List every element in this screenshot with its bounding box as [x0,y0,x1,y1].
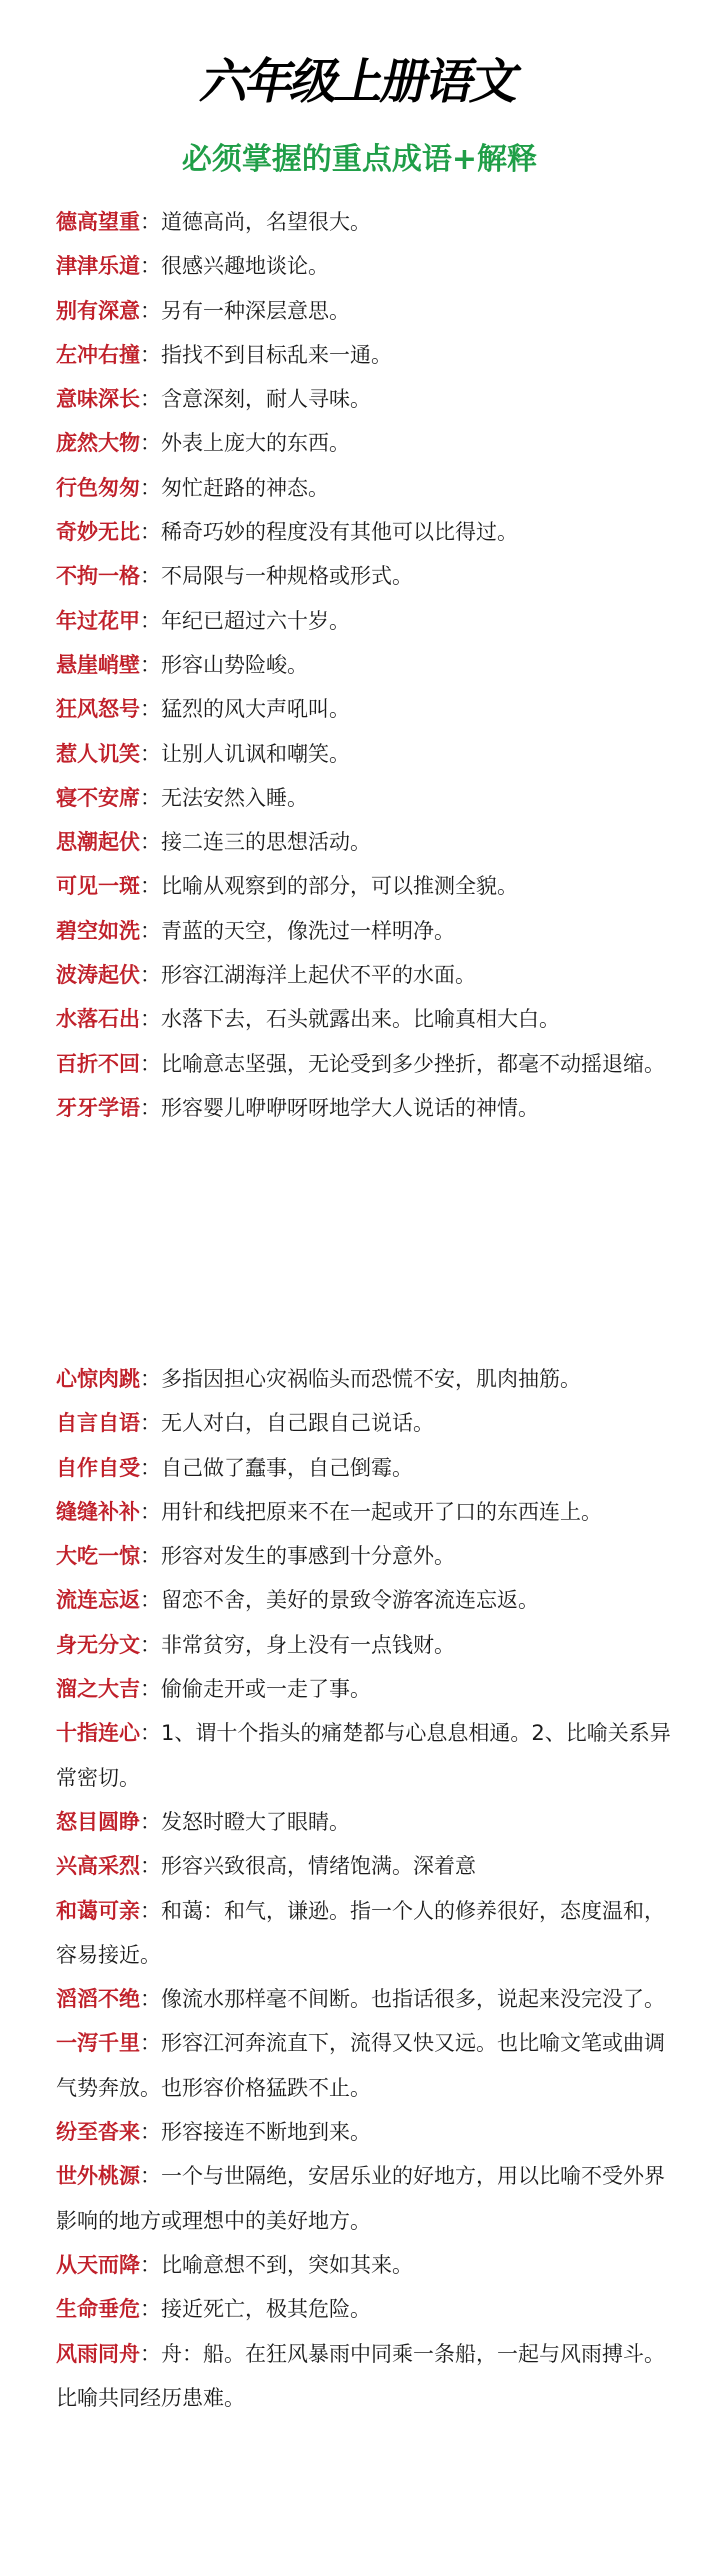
idiom-definition: 青蓝的天空，像洗过一样明净。 [161,918,455,943]
idiom-entry [56,1534,672,1578]
idiom-separator: ： [140,298,161,323]
idiom-separator: ： [140,1095,161,1120]
idiom-definition: 年纪已超过六十岁。 [161,608,350,633]
idiom-definition: 偷偷走开或一走了事。 [161,1677,371,1702]
idiom-separator: ： [140,652,161,677]
idiom-entry [56,554,672,598]
idiom-entry [56,1889,672,1978]
idiom-term: 流连忘返 [56,1588,140,1613]
idiom-term: 碧空如洗 [56,918,140,943]
idiom-entry [56,1711,672,1800]
idiom-term: 纷至沓来 [56,2120,140,2145]
idiom-separator: ： [140,254,161,279]
idiom-separator: ： [140,1051,161,1076]
idiom-entry [56,510,672,554]
idiom-entry [56,377,672,421]
idiom-term: 牙牙学语 [56,1095,140,1120]
idiom-definition: 自己做了蠢事，自己倒霉。 [161,1455,413,1480]
idiom-entry [56,1357,672,1401]
idiom-entry [56,1667,672,1711]
page-title: 六年级上册语文 [196,54,523,110]
idiom-definition: 像流水那样毫不间断。也指话很多，说起来没完没了。 [161,1987,665,2012]
idiom-definition: 一个与世隔绝，安居乐业的好地方，用以比喻不受外界影响的地方或理想中的美好地方。 [56,2164,665,2233]
idiom-separator: ： [140,1898,161,1923]
idiom-separator: ： [140,1987,161,2012]
idiom-term: 滔滔不绝 [56,1987,140,2012]
idiom-entry [56,1446,672,1490]
idiom-entry [56,2243,672,2287]
idiom-separator: ： [140,342,161,367]
idiom-definition: 匆忙赶路的神态。 [161,475,329,500]
idiom-entry [56,687,672,731]
idiom-separator: ： [140,608,161,633]
idiom-definition: 接二连三的思想活动。 [161,830,371,855]
idiom-entry [56,289,672,333]
idiom-definition: 舟：船。在狂风暴雨中同乘一条船，一起与风雨搏斗。比喻共同经历患难。 [56,2341,665,2410]
idiom-definition: 比喻意志坚强，无论受到多少挫折，都毫不动摇退缩。 [161,1051,665,1076]
idiom-entry [56,776,672,820]
idiom-entry [56,820,672,864]
idiom-entry [56,421,672,465]
page-subtitle: 必须掌握的重点成语+解释 [181,142,538,177]
idiom-term: 一泻千里 [56,2031,140,2056]
idiom-entry [56,1800,672,1844]
idiom-separator: ： [140,1588,161,1613]
idiom-definition: 指找不到目标乱来一通。 [161,342,392,367]
idiom-entry [56,1578,672,1622]
idiom-entry [56,1042,672,1086]
idiom-definition: 稀奇巧妙的程度没有其他可以比得过。 [161,520,518,545]
idiom-definition: 道德高尚，名望很大。 [161,210,371,234]
idiom-definition: 让别人讥讽和嘲笑。 [161,741,350,766]
idiom-definition: 水落下去，石头就露出来。比喻真相大白。 [161,1007,560,1032]
idiom-definition: 形容江湖海洋上起伏不平的水面。 [161,963,476,988]
idiom-term: 庞然大物 [56,431,140,456]
idiom-term: 不拘一格 [56,564,140,589]
idiom-definition: 非常贫穷，身上没有一点钱财。 [161,1632,455,1657]
idiom-separator: ： [140,1721,161,1746]
idiom-separator: ： [140,564,161,589]
idiom-entry [56,1086,672,1130]
idiom-definition: 比喻意想不到，突如其来。 [161,2252,413,2277]
idiom-entry [56,1844,672,1888]
idiom-separator: ： [140,874,161,899]
idiom-term: 缝缝补补 [56,1499,140,1524]
idiom-definition: 1、谓十个指头的痛楚都与心息息相通。2、比喻关系异常密切。 [56,1721,671,1790]
idiom-separator: ： [140,1544,161,1569]
idiom-term: 奇妙无比 [56,520,140,545]
idiom-entry [56,732,672,776]
idiom-definition: 形容江河奔流直下，流得又快又远。也比喻文笔或曲调气势奔放。也形容价格猛跌不止。 [56,2031,665,2100]
idiom-separator: ： [140,520,161,545]
idiom-separator: ： [140,387,161,412]
idiom-separator: ： [140,1455,161,1480]
idiom-term: 意味深长 [56,387,140,412]
idiom-term: 年过花甲 [56,608,140,633]
idiom-definition: 留恋不舍，美好的景致令游客流连忘返。 [161,1588,539,1613]
idiom-separator: ： [140,2341,161,2366]
idiom-entry [56,953,672,997]
idiom-separator: ： [140,431,161,456]
idiom-term: 惹人讥笑 [56,741,140,766]
idiom-definition: 多指因担心灾祸临头而恐慌不安，肌肉抽筋。 [161,1367,581,1391]
idiom-term: 别有深意 [56,298,140,323]
idiom-separator: ： [140,1809,161,1834]
idiom-definition: 形容婴儿咿咿呀呀地学大人说话的神情。 [161,1095,539,1120]
idiom-term: 自言自语 [56,1411,140,1436]
idiom-entry [56,997,672,1041]
idiom-definition: 形容接连不断地到来。 [161,2120,371,2145]
idiom-separator: ： [140,1854,161,1879]
idiom-term: 十指连心 [56,1721,140,1746]
idiom-separator: ： [140,741,161,766]
idiom-term: 悬崖峭壁 [56,652,140,677]
idiom-term: 身无分文 [56,1632,140,1657]
idiom-definition: 形容山势险峻。 [161,652,308,677]
idiom-definition: 含意深刻，耐人寻味。 [161,387,371,412]
idiom-definition: 外表上庞大的东西。 [161,431,350,456]
idiom-entry [56,2110,672,2154]
idiom-separator: ： [140,2120,161,2145]
idiom-term: 溜之大吉 [56,1677,140,1702]
idiom-entry [56,200,672,244]
idiom-separator: ： [140,2164,161,2189]
idiom-term: 和蔼可亲 [56,1898,140,1923]
idiom-separator: ： [140,963,161,988]
idiom-entry [56,2332,672,2421]
idiom-entry [56,909,672,953]
idiom-definition: 无法安然入睡。 [161,785,308,810]
idiom-term: 可见一斑 [56,874,140,899]
idiom-entry [56,333,672,377]
idiom-term: 从天而降 [56,2252,140,2277]
idiom-term: 思潮起伏 [56,830,140,855]
idiom-entry [56,2154,672,2243]
idiom-separator: ： [140,830,161,855]
idiom-entry [56,2287,672,2331]
idiom-definition: 无人对白，自己跟自己说话。 [161,1411,434,1436]
idiom-separator: ： [140,1499,161,1524]
idiom-separator: ： [140,1677,161,1702]
idiom-separator: ： [140,2252,161,2277]
idiom-definition: 不局限与一种规格或形式。 [161,564,413,589]
idiom-separator: ： [140,697,161,722]
idiom-entry [56,864,672,908]
idiom-term: 百折不回 [56,1051,140,1076]
idiom-separator: ： [140,1632,161,1657]
idiom-definition: 很感兴趣地谈论。 [161,254,329,279]
idiom-separator: ： [140,918,161,943]
idiom-entry [56,244,672,288]
idiom-definition: 猛烈的风大声吼叫。 [161,697,350,722]
idiom-separator: ： [140,1007,161,1032]
idiom-definition: 接近死亡，极其危险。 [161,2297,371,2322]
idiom-term: 水落石出 [56,1007,140,1032]
idiom-term: 兴高采烈 [56,1854,140,1879]
idiom-term: 风雨同舟 [56,2341,140,2366]
idiom-entry [56,1490,672,1534]
idiom-separator: ： [140,2031,161,2056]
idiom-term: 狂风怒号 [56,697,140,722]
idiom-definition: 发怒时瞪大了眼睛。 [161,1809,350,1834]
idiom-term: 津津乐道 [56,254,140,279]
idiom-separator: ： [140,2297,161,2322]
idiom-entry [56,1401,672,1445]
idiom-separator: ： [140,785,161,810]
idiom-term: 行色匆匆 [56,475,140,500]
idiom-definition: 和蔼：和气，谦逊。指一个人的修养很好，态度温和，容易接近。 [56,1898,665,1967]
idiom-entry [56,643,672,687]
idiom-term: 寝不安席 [56,785,140,810]
idiom-entry [56,1977,672,2021]
idiom-entry [56,466,672,510]
idiom-term: 怒目圆睁 [56,1809,140,1834]
idiom-term: 大吃一惊 [56,1544,140,1569]
idiom-definition: 比喻从观察到的部分，可以推测全貌。 [161,874,518,899]
idiom-definition: 用针和线把原来不在一起或开了口的东西连上。 [161,1499,602,1524]
idiom-separator: ： [140,210,161,234]
idiom-term: 自作自受 [56,1455,140,1480]
idiom-entry [56,2021,672,2110]
idiom-term: 波涛起伏 [56,963,140,988]
idiom-separator: ： [140,1367,161,1391]
idiom-list-section-2 [56,1357,672,2420]
idiom-term: 心惊肉跳 [56,1367,140,1391]
idiom-term: 世外桃源 [56,2164,140,2189]
idiom-term: 德高望重 [56,210,140,234]
idiom-entry [56,1623,672,1667]
idiom-separator: ： [140,475,161,500]
idiom-term: 左冲右撞 [56,342,140,367]
idiom-term: 生命垂危 [56,2297,140,2322]
idiom-list-section-1 [56,200,672,1130]
idiom-definition: 另有一种深层意思。 [161,298,350,323]
idiom-definition: 形容兴致很高，情绪饱满。深着意 [161,1854,476,1879]
idiom-separator: ： [140,1411,161,1436]
idiom-entry [56,599,672,643]
idiom-definition: 形容对发生的事感到十分意外。 [161,1544,455,1569]
